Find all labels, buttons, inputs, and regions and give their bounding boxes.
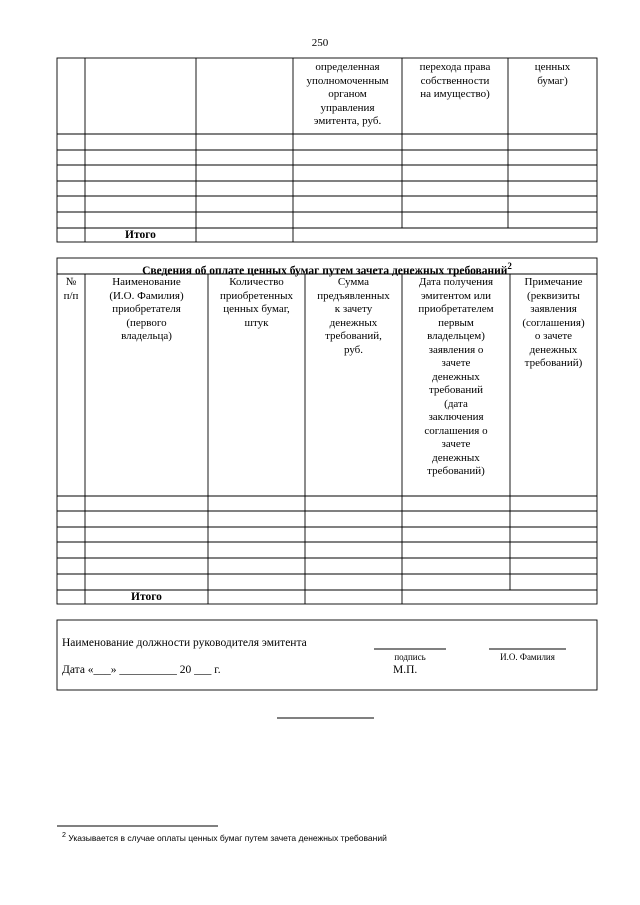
table2-title: Сведения об оплате ценных бумаг путем зачета денежных требований$^2$ [142, 261, 512, 277]
table2-header-name: Наименование (И.О. Фамилия) приобретателя (первого владельца) [109, 276, 184, 342]
table2-header-note: Примечание (реквизиты заявления (соглашения) о зачете денежных требований) [522, 276, 585, 369]
position-label: Наименование должности руководителя эмитента [62, 637, 307, 649]
table1-header-col4: определенная уполномоченным органом управления эмитента, руб. [306, 61, 389, 127]
name-caption: И.О. Фамилия [500, 652, 555, 662]
footnote [62, 831, 387, 843]
seal-label: М.П. [393, 664, 418, 676]
table2-header-number: № п/п [63, 276, 79, 302]
footnote-text: Указывается в случае оплаты ценных бумаг путем зачета денежных требований [68, 832, 387, 843]
footnote-ref: 2 [507, 261, 512, 271]
page-number: 250 [311, 37, 329, 49]
table1-header-col6: ценных бумаг) [534, 61, 571, 87]
signature-caption: подпись [394, 652, 426, 662]
table1-header-col5: перехода права собственности на имущество) [419, 61, 491, 100]
footnote-mark: 2 [62, 831, 66, 839]
table1-total-label: Итого [125, 229, 156, 241]
table2-header-quantity: Количество приобретенных ценных бумаг, штук [219, 276, 294, 329]
table2-header-date: Дата получения эмитентом или приобретателем первым владельцем) заявления о зачете денежных требований (дата заключения соглашения о зачете денежных требований) [418, 276, 494, 477]
date-line: Дата «___» __________ 20 ___ г. [62, 664, 221, 676]
table2-total-label: Итого [131, 591, 162, 603]
table2-header-sum: Сумма предъявленных к зачету денежных требований, руб. [317, 276, 390, 356]
